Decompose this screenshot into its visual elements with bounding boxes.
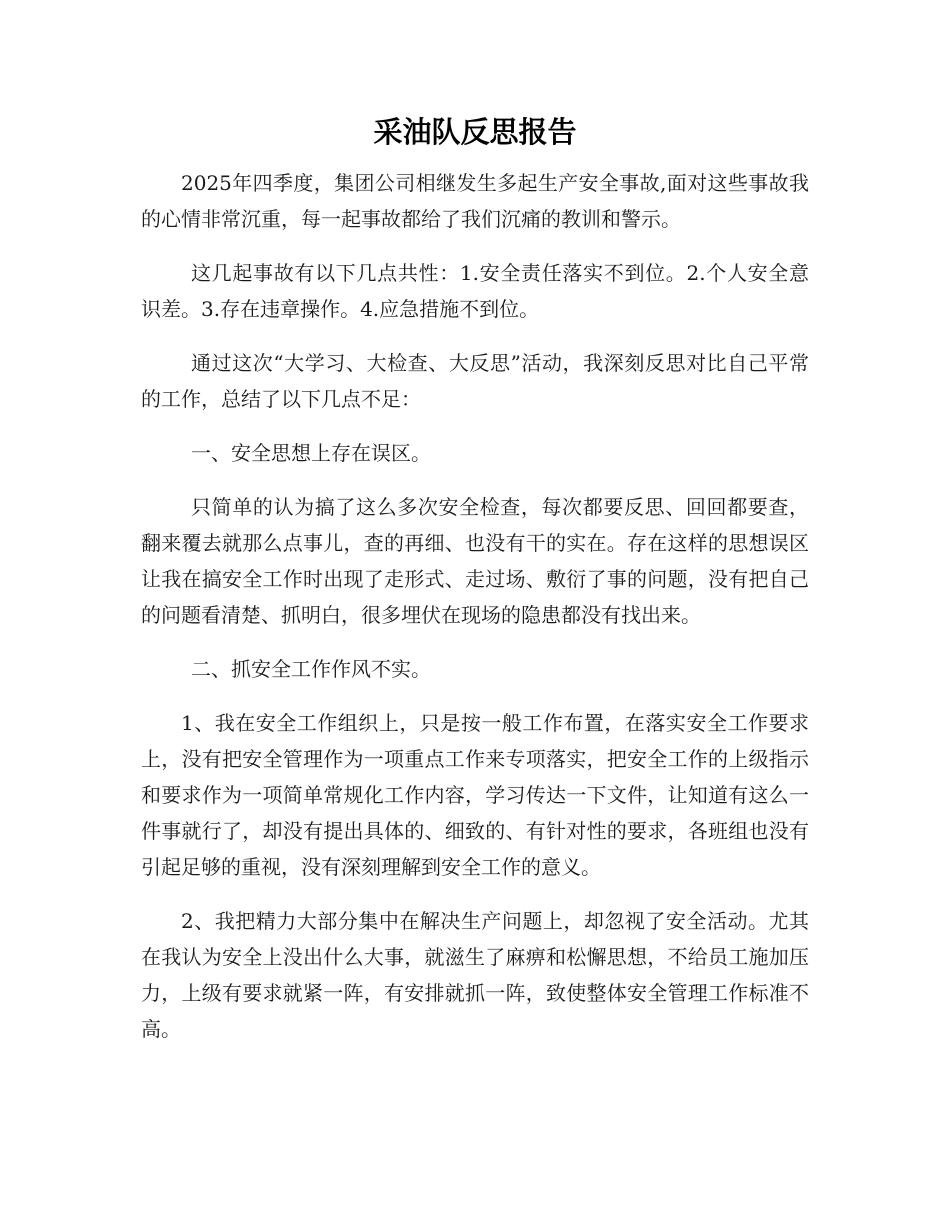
section-heading-1: 一、安全思想上存在误区。 — [191, 441, 431, 465]
paragraph-section-2-item-2: 2、我把精力大部分集中在解决生产问题上，却忽视了安全活动。尤其在我认为安全上没出什么大事，就滋生了麻痹和松懈思想，不给员工施加压力，上级有要求就紧一阵，有安排就抓一阵，致使整体安全管理工作标准不高。 — [141, 909, 809, 1041]
paragraph-reflection: 通过这次“大学习、大检查、大反思”活动，我深刻反思对比自己平常的工作，总结了以下几点不足： — [141, 351, 809, 411]
paragraph-common-points: 这几起事故有以下几点共性：1.安全责任落实不到位。2.个人安全意识差。3.存在违章操作。4.应急措施不到位。 — [141, 261, 809, 321]
document-title: 采油队反思报告 — [373, 115, 577, 149]
paragraph-intro: 2025年四季度，集团公司相继发生多起生产安全事故,面对这些事故我的心情非常沉重，每一起事故都给了我们沉痛的教训和警示。 — [141, 171, 809, 231]
document-body — [141, 165, 809, 1065]
paragraph-section-1: 只简单的认为搞了这么多次安全检查，每次都要反思、回回都要查，翻来覆去就那么点事儿，查的再细、也没有干的实在。存在这样的思想误区让我在搞安全工作时出现了走形式、走过场、敷衍了事的问题，没有把自己的问题看清楚、抓明白，很多埋伏在现场的隐患都没有找出来。 — [141, 495, 809, 627]
paragraph-section-2-item-1: 1、我在安全工作组织上，只是按一般工作布置，在落实安全工作要求上，没有把安全管理作为一项重点工作来专项落实，把安全工作的上级指示和要求作为一项简单常规化工作内容，学习传达一下文件，让知道有这么一件事就行了，却没有提出具体的、细致的、有针对性的要求，各班组也没有引起足够的重视，没有深刻理解到安全工作的意义。 — [141, 711, 809, 879]
section-heading-2: 二、抓安全工作作风不实。 — [191, 657, 431, 681]
